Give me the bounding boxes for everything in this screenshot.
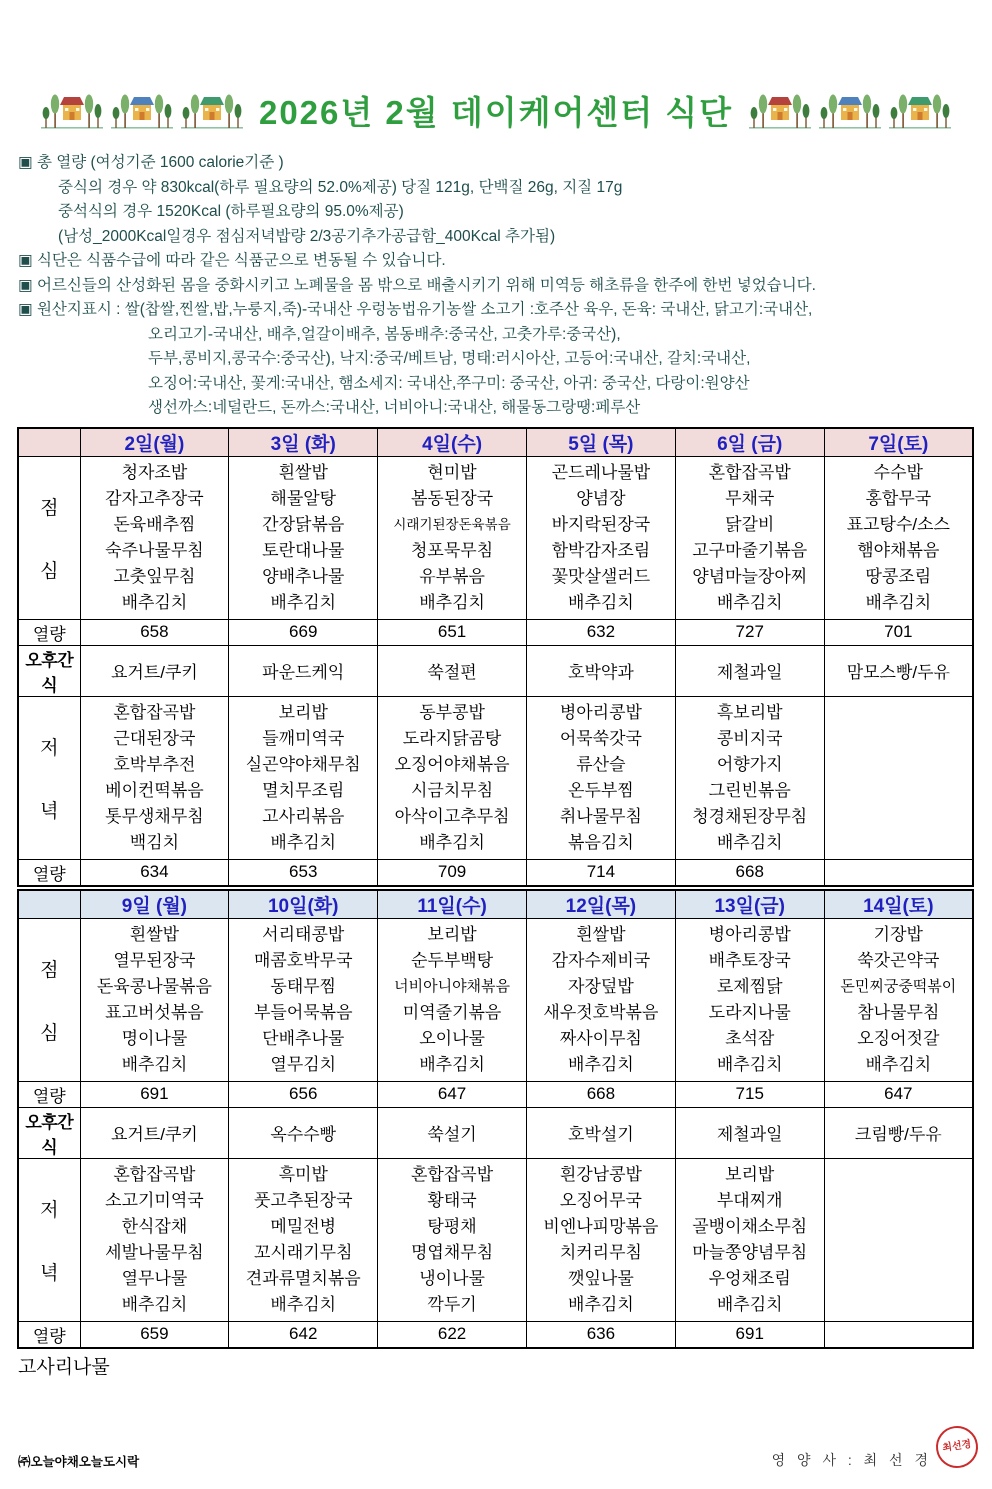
menu-item: 보리밥: [725, 1164, 775, 1184]
side-note: 고사리나물: [18, 1356, 110, 1378]
kcal-value: 647: [824, 1081, 973, 1107]
menu-item: 냉이나물: [419, 1268, 485, 1288]
menu-item: 순두부백탕: [411, 950, 494, 970]
menu-item: 수수밥: [873, 462, 923, 482]
menu-item: 호박부추전: [113, 754, 196, 774]
row-label-char: 점: [40, 497, 59, 519]
row-label-char: 저: [40, 1199, 59, 1221]
kcal-value: 656: [229, 1081, 378, 1107]
menu-item: 어향가지: [716, 754, 783, 774]
week2-menu-table: [17, 889, 974, 1349]
kcal-value: 632: [526, 619, 675, 645]
menu-item: 도라지닭곰탕: [402, 728, 502, 748]
menu-item: 숙주나물무침: [105, 540, 204, 560]
kcal-row: [18, 1321, 973, 1348]
note-line: 생선까스:네덜란드, 돈까스:국내산, 너비아니:국내산, 해물동그랑땡:페루산: [148, 399, 641, 416]
menu-item: 혼합잡곡밥: [113, 702, 196, 722]
menu-item: 치커리무침: [559, 1242, 642, 1262]
menu-cell: [229, 456, 378, 619]
menu-item: 서리태콩밥: [262, 924, 345, 944]
menu-item: 쑥갓곤약국: [857, 950, 940, 970]
kcal-value: 658: [80, 619, 229, 645]
menu-item: 오징어젓갈: [857, 1028, 940, 1048]
snack-item: 크림빵/두유: [824, 1107, 973, 1158]
menu-item: 동부콩밥: [419, 702, 485, 722]
kcal-value: 714: [526, 859, 675, 886]
menu-item: 꼬시래기무침: [253, 1242, 353, 1262]
menu-item: 백김치: [129, 832, 180, 852]
menu-item: 풋고추된장국: [253, 1190, 353, 1210]
menu-item: 간장닭볶음: [262, 514, 345, 534]
menu-item: 매콤호박무국: [253, 950, 353, 970]
kcal-value: 668: [675, 859, 824, 886]
kcal-value: 634: [80, 859, 229, 886]
day-header: 11일(수): [378, 890, 527, 919]
snack-item: 요거트/쿠키: [80, 645, 229, 696]
menu-cell: [80, 918, 229, 1081]
day-header: 4일(수): [378, 428, 527, 457]
menu-item: 세발나물무침: [105, 1242, 204, 1262]
menu-item: 배추김치: [270, 1294, 337, 1314]
day-header: 13일(금): [675, 890, 824, 919]
note-line: ▣ 원산지표시 : 쌀(찹쌀,찐쌀,밥,누룽지,죽)-국내산 우렁농법유기농쌀 소고기 :호주산 육우, 돈육: 국내산, 닭고기:국내산,: [18, 301, 813, 318]
day-header: 12일(목): [526, 890, 675, 919]
menu-item: 볶음김치: [568, 832, 634, 852]
kcal-value: [824, 1321, 973, 1348]
house-tree-icon: [749, 86, 811, 135]
dinner-label: [18, 1158, 80, 1321]
day-header: 2일(월): [80, 428, 229, 457]
menu-cell: [675, 456, 824, 619]
menu-item: 견과류멸치볶음: [245, 1268, 361, 1288]
kcal-value: 647: [378, 1081, 527, 1107]
day-header-row: [18, 428, 973, 457]
snack-item: 제철과일: [675, 1107, 824, 1158]
menu-item: 배추김치: [270, 832, 337, 852]
menu-cell: [675, 918, 824, 1081]
menu-item: 배추김치: [121, 1054, 188, 1074]
menu-item: 들깨미역국: [262, 728, 345, 748]
note-line: 두부,콩비지,콩국수:중국산), 낙지:중국/베트남, 명태:러시아산, 고등어:국내산, 갈치:국내산,: [148, 350, 751, 367]
house-tree-icon: [181, 86, 243, 135]
menu-item: 비엔나피망볶음: [543, 1216, 659, 1236]
kcal-value: 659: [80, 1321, 229, 1348]
kcal-row: [18, 1081, 973, 1107]
menu-item: 흰쌀밥: [576, 924, 626, 944]
menu-item: 오이나물: [419, 1028, 485, 1048]
menu-item: 배추김치: [716, 1054, 783, 1074]
kcal-row: [18, 619, 973, 645]
menu-item: 열무된장국: [113, 950, 196, 970]
menu-item: 흰강남콩밥: [559, 1164, 642, 1184]
menu-item: 표고탕수/소스: [846, 514, 950, 534]
menu-item: 짜사이무침: [559, 1028, 642, 1048]
house-tree-icon: [889, 86, 951, 135]
menu-cell: [526, 456, 675, 619]
menu-item: 깍두기: [427, 1294, 477, 1314]
menu-item: 돈육배추찜: [113, 514, 196, 534]
snack-item: 파운드케익: [229, 645, 378, 696]
day-header: 9일 (월): [80, 890, 229, 919]
menu-item: 메밀전병: [270, 1216, 337, 1236]
house-tree-icon: [111, 86, 173, 135]
menu-item: 해물알탕: [270, 488, 337, 508]
kcal-value: 651: [378, 619, 527, 645]
menu-item: 배추김치: [121, 1294, 188, 1314]
menu-item: 배추김치: [716, 832, 783, 852]
menu-item: 참나물무침: [857, 1002, 940, 1022]
menu-item: 온두부찜: [568, 780, 634, 800]
stamp-icon: 최선경: [933, 1423, 980, 1470]
menu-item: 감자수제비국: [551, 950, 651, 970]
menu-item: 우엉채조림: [708, 1268, 791, 1288]
kcal-value: 636: [526, 1321, 675, 1348]
snack-item: 제철과일: [675, 645, 824, 696]
snack-item: 옥수수빵: [229, 1107, 378, 1158]
menu-item: 보리밥: [278, 702, 328, 722]
note-line: 오리고기-국내산, 배추,얼갈이배추, 봄동배추:중국산, 고춧가루:중국산),: [148, 325, 621, 343]
menu-item: 배추김치: [419, 1054, 485, 1074]
menu-item: 새우젓호박볶음: [543, 1002, 659, 1022]
row-label-char: 녁: [40, 800, 59, 822]
note-line: (남성_2000Kcal일경우 점심저녁밥량 2/3공기추가공급함_400Kcal 추가됨): [58, 227, 556, 245]
kcal-label: 열량: [18, 1081, 80, 1107]
corner-cell: [18, 428, 80, 457]
note-line: 중석식의 경우 1520Kcal (하루필요량의 95.0%제공): [58, 203, 404, 220]
menu-item: 병아리콩밥: [708, 924, 791, 944]
menu-item: 시래기된장돈육볶음: [393, 516, 511, 532]
kcal-value: 709: [378, 859, 527, 886]
menu-cell: [80, 456, 229, 619]
kcal-row: [18, 859, 973, 886]
notes-section: [18, 151, 992, 421]
menu-cell: [526, 696, 675, 859]
menu-cell: [824, 918, 973, 1081]
menu-item: 꽃맛살샐러드: [551, 566, 651, 586]
menu-item: 양배추나물: [262, 566, 345, 586]
menu-item: 청경채된장무침: [692, 806, 808, 826]
menu-item: 그린빈볶음: [708, 780, 791, 800]
menu-item: 베이컨떡볶음: [105, 780, 204, 800]
menu-item: 보리밥: [427, 924, 477, 944]
kcal-value: 715: [675, 1081, 824, 1107]
menu-item: 류산슬: [576, 754, 626, 774]
menu-item: 기장밥: [873, 924, 923, 944]
menu-item: 황태국: [427, 1190, 477, 1210]
menu-item: 열무김치: [270, 1054, 337, 1074]
dinner-label: [18, 696, 80, 859]
menu-cell: [526, 1158, 675, 1321]
house-tree-icon: [819, 86, 881, 135]
kcal-value: 669: [229, 619, 378, 645]
title-banner: [0, 86, 992, 135]
kcal-value: 622: [378, 1321, 527, 1348]
menu-item: 동태무찜: [270, 976, 337, 996]
menu-item: 실곤약야채무침: [245, 754, 361, 774]
menu-item: 곤드레나물밥: [551, 462, 651, 482]
menu-item: 배추김치: [568, 1054, 634, 1074]
menu-item: 배추김치: [419, 592, 485, 612]
day-header: 3일 (화): [229, 428, 378, 457]
menu-item: 골뱅이채소무침: [692, 1216, 808, 1236]
menu-cell: [229, 696, 378, 859]
kcal-value: 691: [675, 1321, 824, 1348]
company-name: ㈜오늘야채오늘도시락: [18, 1455, 140, 1469]
menu-item: 땅콩조림: [865, 566, 932, 586]
menu-item: 자장덮밥: [568, 976, 634, 996]
row-label-char: 점: [40, 959, 59, 981]
menu-item: 배추김치: [716, 1294, 783, 1314]
snack-label: 오후간식: [18, 1107, 80, 1158]
house-tree-icon: [41, 86, 103, 135]
lunch-label: [18, 918, 80, 1081]
kcal-value: 653: [229, 859, 378, 886]
menu-item: 콩비지국: [716, 728, 783, 748]
menu-item: 한식잡채: [121, 1216, 188, 1236]
menu-item: 깻잎나물: [568, 1268, 634, 1288]
menu-item: 배추김치: [865, 592, 932, 612]
menu-item: 양념장: [576, 488, 626, 508]
kcal-value: 668: [526, 1081, 675, 1107]
menu-item: 병아리콩밥: [559, 702, 642, 722]
menu-cell: [229, 918, 378, 1081]
menu-item: 햄야채볶음: [857, 540, 940, 560]
house-tree-decoration-right: [749, 86, 951, 135]
week1-menu-table: [17, 427, 974, 887]
lunch-label: [18, 456, 80, 619]
menu-item: 배추김치: [270, 592, 337, 612]
menu-item: 혼합잡곡밥: [708, 462, 791, 482]
menu-item: 돈민찌궁중떡볶이: [840, 977, 957, 995]
menu-item: 닭갈비: [725, 514, 775, 534]
menu-cell: [378, 696, 527, 859]
lunch-label-text: [19, 919, 80, 1081]
menu-item: 봄동된장국: [411, 488, 494, 508]
menu-item: 고사리볶음: [262, 806, 345, 826]
snack-row: [18, 1107, 973, 1158]
menu-item: 부대찌개: [716, 1190, 783, 1210]
menu-item: 로제찜닭: [716, 976, 783, 996]
note-line: ▣ 총 열량 (여성기준 1600 calorie기준 ): [18, 154, 284, 171]
menu-item: 배추김치: [865, 1054, 932, 1074]
kcal-label: 열량: [18, 859, 80, 886]
menu-item: 멸치무조림: [262, 780, 345, 800]
menu-item: 시금치무침: [411, 780, 494, 800]
menu-cell: [824, 1158, 973, 1321]
menu-cell: [378, 918, 527, 1081]
kcal-value: 701: [824, 619, 973, 645]
snack-item: 맘모스빵/두유: [824, 645, 973, 696]
menu-item: 흑미밥: [278, 1164, 328, 1184]
lunch-label-text: [19, 457, 80, 619]
row-label-char: 심: [40, 1022, 59, 1044]
menu-item: 배추김치: [121, 592, 188, 612]
menu-item: 아삭이고추무침: [394, 806, 510, 826]
snack-item: 호박설기: [526, 1107, 675, 1158]
menu-item: 명이나물: [121, 1028, 188, 1048]
row-label-char: 저: [40, 737, 59, 759]
snack-item: 호박약과: [526, 645, 675, 696]
dinner-row: [18, 696, 973, 859]
dinner-label-text: [19, 697, 80, 859]
menu-item: 현미밥: [427, 462, 477, 482]
menu-item: 배추김치: [419, 832, 485, 852]
note-line: 중식의 경우 약 830kcal(하루 필요량의 52.0%제공) 당질 121g, 단백질 26g, 지질 17g: [58, 178, 623, 196]
menu-item: 토란대나물: [262, 540, 345, 560]
menu-item: 유부볶음: [419, 566, 485, 586]
nutritionist-signature: 영 양 사 : 최 선 경: [771, 1452, 932, 1468]
day-header: 5일 (목): [526, 428, 675, 457]
page-title: 2026년 2월 데이케어센터 식단: [258, 94, 734, 131]
day-header: 10일(화): [229, 890, 378, 919]
kcal-value: [824, 859, 973, 886]
menu-cell: [80, 696, 229, 859]
menu-item: 미역줄기볶음: [402, 1002, 502, 1022]
menu-item: 고춧잎무침: [113, 566, 196, 586]
week1-table-mount: [0, 427, 992, 887]
lunch-row: [18, 918, 973, 1081]
menu-item: 청포묵무침: [411, 540, 494, 560]
menu-item: 표고버섯볶음: [105, 1002, 204, 1022]
snack-item: 쑥설기: [378, 1107, 527, 1158]
dinner-row: [18, 1158, 973, 1321]
menu-item: 양념마늘장아찌: [692, 566, 808, 586]
note-line: ▣ 어르신들의 산성화된 몸을 중화시키고 노폐물을 몸 밖으로 배출시키기 위해 미역등 해초류을 한주에 한번 넣었습니다.: [18, 276, 816, 294]
menu-item: 취나물무침: [559, 806, 642, 826]
house-tree-decoration-left: [41, 86, 243, 135]
menu-cell: [824, 456, 973, 619]
menu-item: 혼합잡곡밥: [113, 1164, 196, 1184]
corner-cell: [18, 890, 80, 919]
kcal-label: 열량: [18, 1321, 80, 1348]
kcal-value: 642: [229, 1321, 378, 1348]
menu-item: 바지락된장국: [551, 514, 651, 534]
menu-item: 도라지나물: [708, 1002, 791, 1022]
menu-item: 탕평채: [427, 1216, 477, 1236]
menu-item: 오징어무국: [559, 1190, 642, 1210]
day-header: 6일 (금): [675, 428, 824, 457]
menu-item: 명엽채무침: [411, 1242, 494, 1262]
dinner-label-text: [19, 1159, 80, 1321]
menu-cell: [378, 1158, 527, 1321]
menu-item: 감자고추장국: [105, 488, 204, 508]
menu-item: 혼합잡곡밥: [411, 1164, 494, 1184]
snack-item: 요거트/쿠키: [80, 1107, 229, 1158]
note-line: ▣ 식단은 식품수급에 따라 같은 식품군으로 변동될 수 있습니다.: [18, 252, 446, 269]
menu-item: 배추김치: [716, 592, 783, 612]
day-header: 14일(토): [824, 890, 973, 919]
menu-item: 소고기미역국: [105, 1190, 204, 1210]
menu-cell: [675, 1158, 824, 1321]
day-header: 7일(토): [824, 428, 973, 457]
menu-item: 흑보리밥: [716, 702, 783, 722]
menu-item: 근대된장국: [113, 728, 196, 748]
menu-cell: [229, 1158, 378, 1321]
menu-item: 돈육콩나물볶음: [96, 976, 212, 996]
snack-label: 오후간식: [18, 645, 80, 696]
row-label-char: 녁: [40, 1262, 59, 1284]
snack-item: 쑥절편: [378, 645, 527, 696]
menu-item: 어묵쑥갓국: [559, 728, 642, 748]
lunch-row: [18, 456, 973, 619]
menu-item: 무채국: [725, 488, 775, 508]
week2-table-mount: [0, 889, 992, 1349]
menu-item: 고구마줄기볶음: [692, 540, 808, 560]
menu-item: 단배추나물: [262, 1028, 345, 1048]
menu-item: 톳무생채무침: [105, 806, 204, 826]
menu-item: 마늘쫑양념무침: [692, 1242, 808, 1262]
note-line: 오징어:국내산, 꽃게:국내산, 햄소세지: 국내산,쭈구미: 중국산, 아귀: 중국산, 다랑이:원양산: [148, 374, 750, 392]
menu-cell: [80, 1158, 229, 1321]
menu-cell: [526, 918, 675, 1081]
menu-item: 흰쌀밥: [278, 462, 328, 482]
menu-cell: [824, 696, 973, 859]
menu-item: 부들어묵볶음: [253, 1002, 353, 1022]
menu-cell: [378, 456, 527, 619]
menu-item: 너비아니야채볶음: [394, 977, 511, 995]
menu-item: 배추김치: [568, 592, 634, 612]
row-label-char: 심: [40, 560, 59, 582]
menu-item: 함박감자조림: [551, 540, 651, 560]
menu-item: 흰쌀밥: [129, 924, 180, 944]
kcal-value: 691: [80, 1081, 229, 1107]
menu-item: 초석잠: [725, 1028, 775, 1048]
kcal-value: 727: [675, 619, 824, 645]
menu-item: 배추김치: [568, 1294, 634, 1314]
menu-item: 배추토장국: [708, 950, 791, 970]
menu-item: 열무나물: [121, 1268, 188, 1288]
menu-cell: [675, 696, 824, 859]
kcal-label: 열량: [18, 619, 80, 645]
menu-item: 홍합무국: [865, 488, 932, 508]
day-header-row: [18, 890, 973, 919]
menu-item: 청자조밥: [121, 462, 188, 482]
menu-item: 오징어야채볶음: [394, 754, 510, 774]
snack-row: [18, 645, 973, 696]
